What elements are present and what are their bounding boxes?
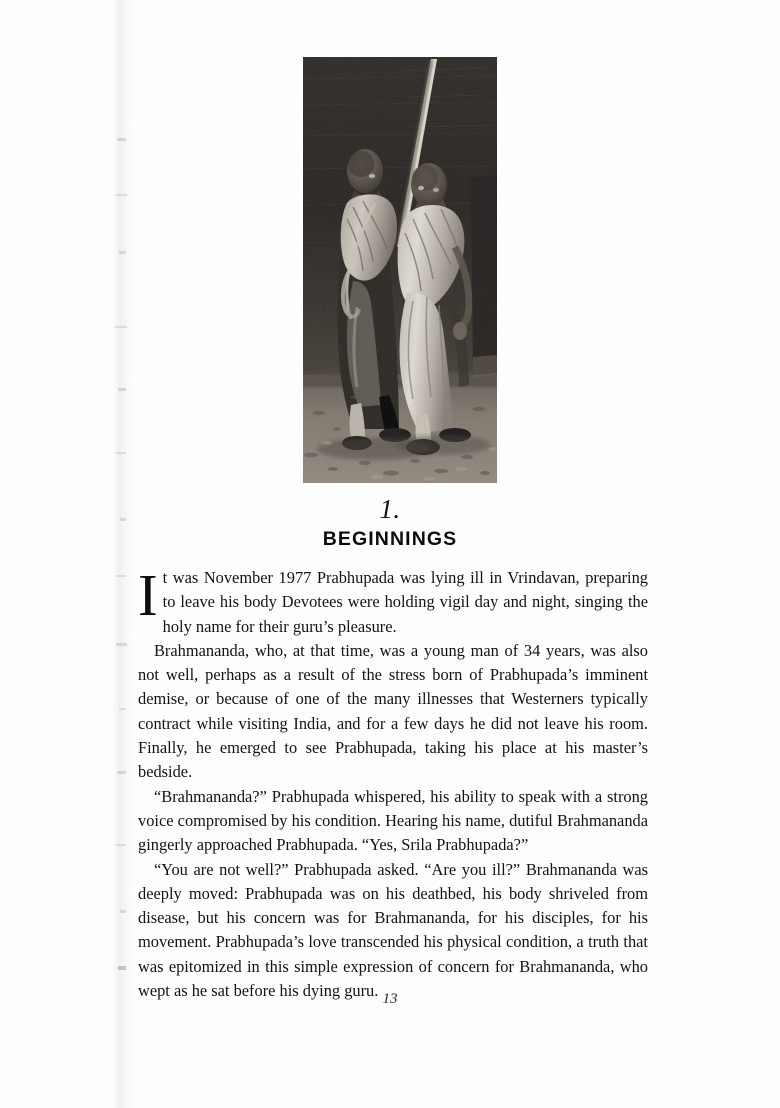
chapter-number: 1.: [379, 494, 401, 524]
paragraph-whisper: “Brahmananda?” Prabhupada whispered, his ability to speak with a strong voice compromised by his condition. Hearing his name, dutiful Brahmananda gingerly approached Prabhupada. “Yes, Srila Prabhupada?”: [138, 786, 648, 855]
page-number: 13: [382, 991, 398, 1007]
chapter-photograph: [303, 57, 497, 483]
paragraph-brahmananda-illness: Brahmananda, who, at that time, was a young man of 34 years, was also not well, perhaps as a result of the stress born of Prabhupada’s imminent demise, or because of one of the many illnesses that Westerners typically contract while visiting India, and for a few days he did not leave his room. Finally, he emerged to see Prabhupada, taking his place at his master’s bedside.: [138, 640, 648, 782]
body-text: [138, 562, 648, 1003]
paragraph-concern: “You are not well?” Prabhupada asked. “Are you ill?” Brahmananda was deeply moved: Prabhupada was on his deathbed, his body shriveled from disease, but his concern was for Brahmananda, for his disciples, for his movement. Prabhupada’s love transcended his physical condition, a truth that was epitomized in this simple expression of concern for Brahmananda, who wept as he sat before his dying guru.: [138, 859, 648, 1001]
scan-speckle-artifacts: [114, 120, 132, 1000]
page-title: BEGINNINGS: [322, 528, 458, 550]
scan-gutter-shadow: [112, 0, 134, 1108]
paragraph-opening: It was November 1977 Prabhupada was lying ill in Vrindavan, preparing to leave his body Devotees were holding vigil day and night, singing the holy name for their guru’s pleasure.: [138, 562, 648, 636]
